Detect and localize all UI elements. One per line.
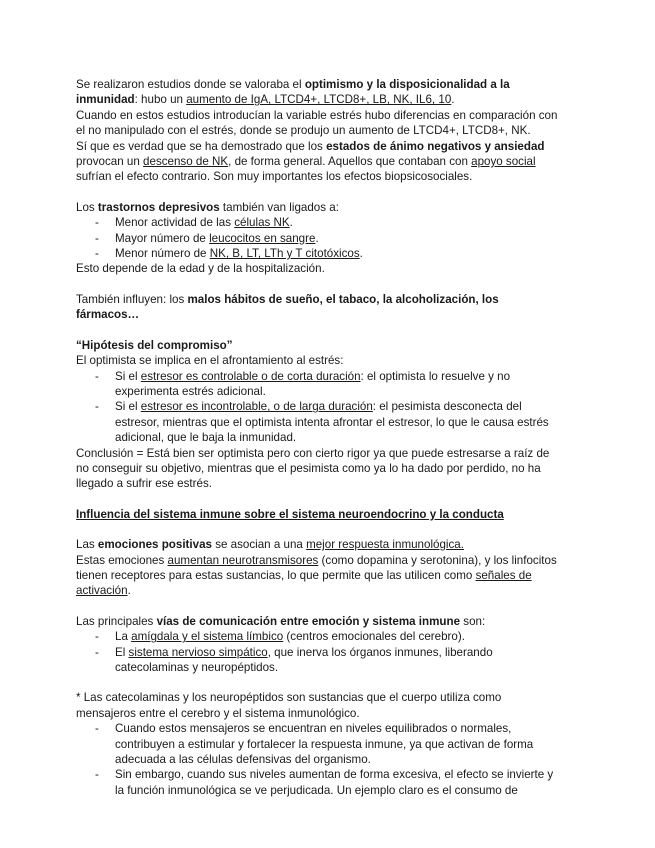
dash-bullet: - — [95, 630, 99, 644]
text-run: : el pesimista desconecta del estresor, mientras que el optimista intenta afrontar el estresor, lo que le causa estrés adicional, que le baja la inmunidad. — [115, 400, 549, 445]
text-run: (como dopamina y serotonina), y los linfocitos tienen receptores para estas sustancias, lo que permite que las utilicen como — [76, 553, 557, 582]
list-item — [76, 629, 564, 644]
paragraph-bad-habits — [76, 292, 564, 323]
dash-bullet: - — [95, 645, 99, 659]
bold-text: optimismo y la disposicionalidad a la inmunidad — [76, 78, 510, 107]
text-run: Cuando estos mensajeros se encuentran en niveles equilibrados o normales, contribuyen a estimular y fortalecer la respuesta inmune, ya que activan de forma adecuada a las células defensivas del organismo. — [115, 722, 534, 767]
underlined-text: señales de activación — [76, 568, 532, 598]
dash-bullet: - — [95, 768, 99, 782]
text-run: Sin embargo, cuando sus niveles aumentan de forma excesiva, el efecto se invierte y la función inmunológica se ve perjudicada. Un ejemplo claro es el consumo de — [115, 768, 554, 797]
dash-bullet: - — [95, 247, 99, 261]
underlined-text: estresor es controlable o de corta duración — [140, 369, 361, 383]
text-run: Si el — [115, 400, 141, 414]
list-item — [76, 399, 564, 445]
text-run: . — [451, 93, 455, 107]
paragraph-negative-moods — [76, 139, 564, 185]
text-run: provocan un — [76, 155, 144, 169]
text-run: : hubo un — [134, 93, 187, 107]
text-run: Estas emociones — [76, 553, 168, 567]
heading-text: Influencia del sistema inmune sobre el sistema neuroendocrino y la conducta — [76, 507, 504, 521]
paragraph-positive-emotions — [76, 537, 564, 552]
paragraph-communication-pathways — [76, 614, 564, 629]
text-run: Las principales — [76, 614, 157, 628]
document-body — [76, 77, 564, 798]
underlined-text: NK, B, LT, LTh y T citotóxicos — [209, 247, 360, 261]
underlined-text: estresor es incontrolable, o de larga duración — [140, 400, 373, 414]
text-run: Menor número de — [115, 247, 210, 261]
text-run: Mayor número de — [115, 231, 210, 245]
bold-text: emociones positivas — [97, 538, 212, 552]
text-run: Se realizaron estudios donde se valoraba el — [76, 78, 305, 91]
text-run: , que inerva los órganos inmunes, liberando catecolaminas y neuropéptidos. — [115, 645, 493, 674]
paragraph-optimism-study — [76, 77, 564, 108]
text-run: Menor actividad de las — [115, 216, 235, 230]
list-item — [76, 645, 564, 676]
text-run: : el optimista lo resuelve y no experimenta estrés adicional. — [115, 369, 511, 398]
list-item — [76, 246, 564, 261]
bold-text: malos hábitos de sueño, el tabaco, la alcoholización, los fármacos… — [76, 292, 499, 322]
text-run: (centros emocionales del cerebro). — [283, 630, 465, 644]
hypothesis-title — [76, 338, 564, 353]
text-run: , de forma general. Aquellos que contaban con — [228, 155, 472, 169]
text-run: El — [115, 645, 129, 659]
underlined-text: amígdala y el sistema límbico — [131, 630, 284, 644]
text-run: Sí que es verdad que se ha demostrado que los — [76, 139, 327, 153]
dash-bullet: - — [95, 722, 99, 736]
text-run: Los — [76, 200, 98, 214]
underlined-text: sistema nervioso simpático — [128, 645, 268, 659]
list-item — [76, 721, 564, 767]
underlined-text: células NK — [234, 216, 290, 230]
list-item — [76, 767, 564, 798]
text-run: También influyen: los — [76, 292, 188, 306]
text-run: son: — [460, 614, 486, 628]
text-run: . — [127, 584, 131, 598]
paragraph-age-hospitalization: Esto depende de la edad y de la hospitalización. — [76, 262, 325, 276]
bold-text: estados de ánimo negativos y ansiedad — [326, 139, 545, 153]
note-catecholamines: * Las catecolaminas y los neuropéptidos son sustancias que el cuerpo utiliza como mensajeros entre el cerebro y el sistema inmunológico. — [76, 691, 502, 720]
note-list — [76, 721, 564, 798]
pathways-list — [76, 629, 564, 675]
text-run: Las — [76, 538, 98, 552]
underlined-text: leucocitos en sangre — [209, 231, 316, 245]
underlined-text: apoyo social — [471, 155, 536, 169]
dash-bullet: - — [95, 216, 99, 230]
paragraph-depressive-disorders — [76, 200, 564, 215]
hypothesis-intro: El optimista se implica en el afrontamiento al estrés: — [76, 354, 344, 368]
underlined-text: aumento de IgA, LTCD4+, LTCD8+, LB, NK, IL6, 10 — [186, 93, 452, 107]
dash-bullet: - — [95, 369, 99, 383]
section-heading — [76, 507, 564, 522]
text-run: . — [315, 231, 319, 245]
underlined-text: mejor respuesta inmunológica. — [306, 538, 464, 552]
list-item — [76, 231, 564, 246]
paragraph-stress-variable: Cuando en estos estudios introducían la variable estrés hubo diferencias en comparación con el no manipulado con el estrés, donde se produjo un aumento de LTCD4+, LTCD8+, NK. — [76, 108, 558, 138]
underlined-text: descenso de NK — [143, 155, 229, 169]
text-run: . — [359, 247, 363, 261]
text-run: sufrían el efecto contrario. Son muy importantes los efectos biopsicosociales. — [76, 170, 473, 184]
hypothesis-conclusion: Conclusión = Está bien ser optimista pero con cierto rigor ya que puede estresarse a raíz de no conseguir su objetivo, mientras que el pesimista como ya lo ha dado por perdido, no ha llegado a sufrir ese estrés. — [76, 446, 550, 491]
text-run: La — [115, 630, 132, 644]
text-run: también van ligados a: — [219, 200, 339, 214]
bold-text: trastornos depresivos — [97, 200, 220, 214]
list-item — [76, 215, 564, 230]
bold-text: “Hipótesis del compromiso” — [76, 338, 233, 352]
underlined-text: aumentan neurotransmisores — [167, 553, 319, 567]
text-run: . — [289, 216, 293, 230]
text-run: Si el — [115, 369, 141, 383]
depression-list — [76, 215, 564, 261]
text-run: se asocian a una — [211, 538, 307, 552]
hypothesis-list — [76, 369, 564, 446]
dash-bullet: - — [95, 400, 99, 414]
list-item — [76, 369, 564, 400]
bold-text: vías de comunicación entre emoción y sistema inmune — [156, 614, 461, 628]
dash-bullet: - — [95, 231, 99, 245]
paragraph-neurotransmitters — [76, 553, 564, 599]
